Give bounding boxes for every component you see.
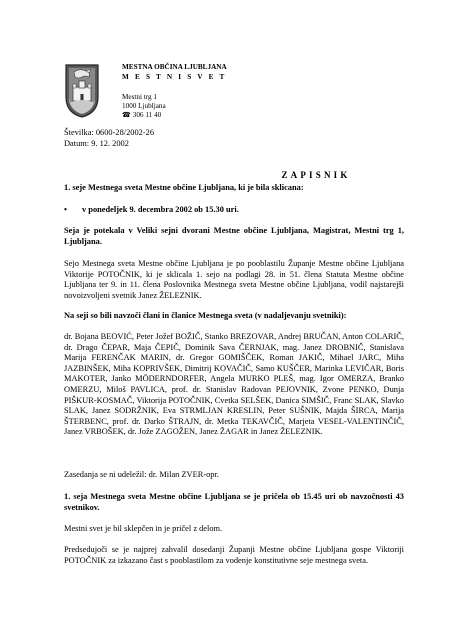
phone-number: 306 11 40 <box>132 111 162 119</box>
session-date-bullet <box>64 205 239 216</box>
intro-paragraph: Sejo Mestnega sveta Mestne občine Ljubljana je po pooblastilu Županje Mestne občine Ljubljana Viktorije POTOČNIK, ki je sklicala 1. sejo na podlagi 28. in 51. člena Statuta Mestne občine Ljubljana ter 9. in 11. člena Poslovnika Mestnega sveta Mestne občine Ljubljana, vodil najstarejši novoizvoljeni svetnik Janez ŽELEZNIK. <box>64 259 404 300</box>
quorum-line: Mestni svet je bil sklepčen in je pričel z delom. <box>64 524 223 533</box>
council-name: M E S T N I S V E T <box>122 73 227 81</box>
bullet-icon: • <box>64 205 67 214</box>
phone-line <box>122 111 161 120</box>
thanks-paragraph: Predsedujoči se je najprej zahvalil dosedanji Županji Mestne občine Ljubljana gospe Viktoriji POTOČNIK za izkazano čast s pooblastilom za vodenje konstitutivne seje mestnega sveta. <box>64 545 404 565</box>
address-city: 1000 Ljubljana <box>122 102 166 110</box>
session-location: Seja je potekala v Veliki sejni dvorani Mestne občine Ljubljana, Magistrat, Mestni trg 1, Ljubljana. <box>64 226 404 246</box>
session-date-text: v ponedeljek 9. decembra 2002 ob 15.30 uri. <box>82 205 239 214</box>
session-start-line: 1. seja Mestnega sveta Mestne občine Ljubljana se je pričela ob 15.45 uri ob navzočnosti 43 svetnikov. <box>64 492 404 512</box>
document-title: ZAPISNIK <box>281 170 351 180</box>
present-members-list: dr. Bojana BEOVIĆ, Peter Jožef BOŽIČ, Stanko BREZOVAR, Andrej BRUČAN, Anton COLARIČ, dr. Drago ČEPAR, Maja ČEPIČ, Dominik Sava ČERNJAK, mag. Janez DROBNIČ, Stanislava Marija FERENČAK MARIN, dr. Gregor GOMIŠČEK, Roman JAKIČ, Mihael JARC, Miha JAZBINŠEK, Miha KOPRIVŠEK, Dimitrij KOVAČIČ, Samo KUŠČER, Marinka LEVIČAR, Boris MAKOTER, Janko MÖDERNDORFER, Angela MURKO PLEŠ, mag. Igor OMERZA, Branko OMERZU, Miloš PAVLICA, prof. dr. Stanislav Radovan PEJOVNIK, Zvone PENKO, Dunja PIŠKUR-KOSMAČ, Viktorija POTOČNIK, Cvetka SELŠEK, Danica SIMŠIČ, Franc SLAK, Slavko SLAK, Janez SODRŽNIK, Eva STRMLJAN KRESLIN, Peter SUŠNIK, Majda ŠIRCA, Marija ŠTERBENC, prof. dr. Darko ŠTRAJN, dr. Metka TEKAVČIČ, Marjeta VESEL-VALENTINČIČ, Janez VRBOŠEK, dr. Jože ZAGOŽEN, Janez ŽAGAR in Janez ŽELEZNIK. <box>64 332 404 437</box>
telephone-icon: ☎ <box>122 111 131 119</box>
document-date: Datum: 9. 12. 2002 <box>64 139 129 148</box>
organization-name: MESTNA OBČINA LJUBLJANA <box>122 63 227 71</box>
session-heading: 1. seje Mestnega sveta Mestne občine Ljubljana, ki je bila sklicana: <box>64 183 304 192</box>
ljubljana-coat-of-arms-icon <box>64 63 100 119</box>
document-number: Številka: 0600-28/2002-26 <box>64 128 155 137</box>
present-heading: Na seji so bili navzoči člani in članice Mestnega sveta (v nadaljevanju svetniki): <box>64 311 347 320</box>
address-street: Mestni trg 1 <box>122 93 158 101</box>
absent-line: Zasedanja se ni udeležil: dr. Milan ZVER-opr. <box>64 470 219 479</box>
